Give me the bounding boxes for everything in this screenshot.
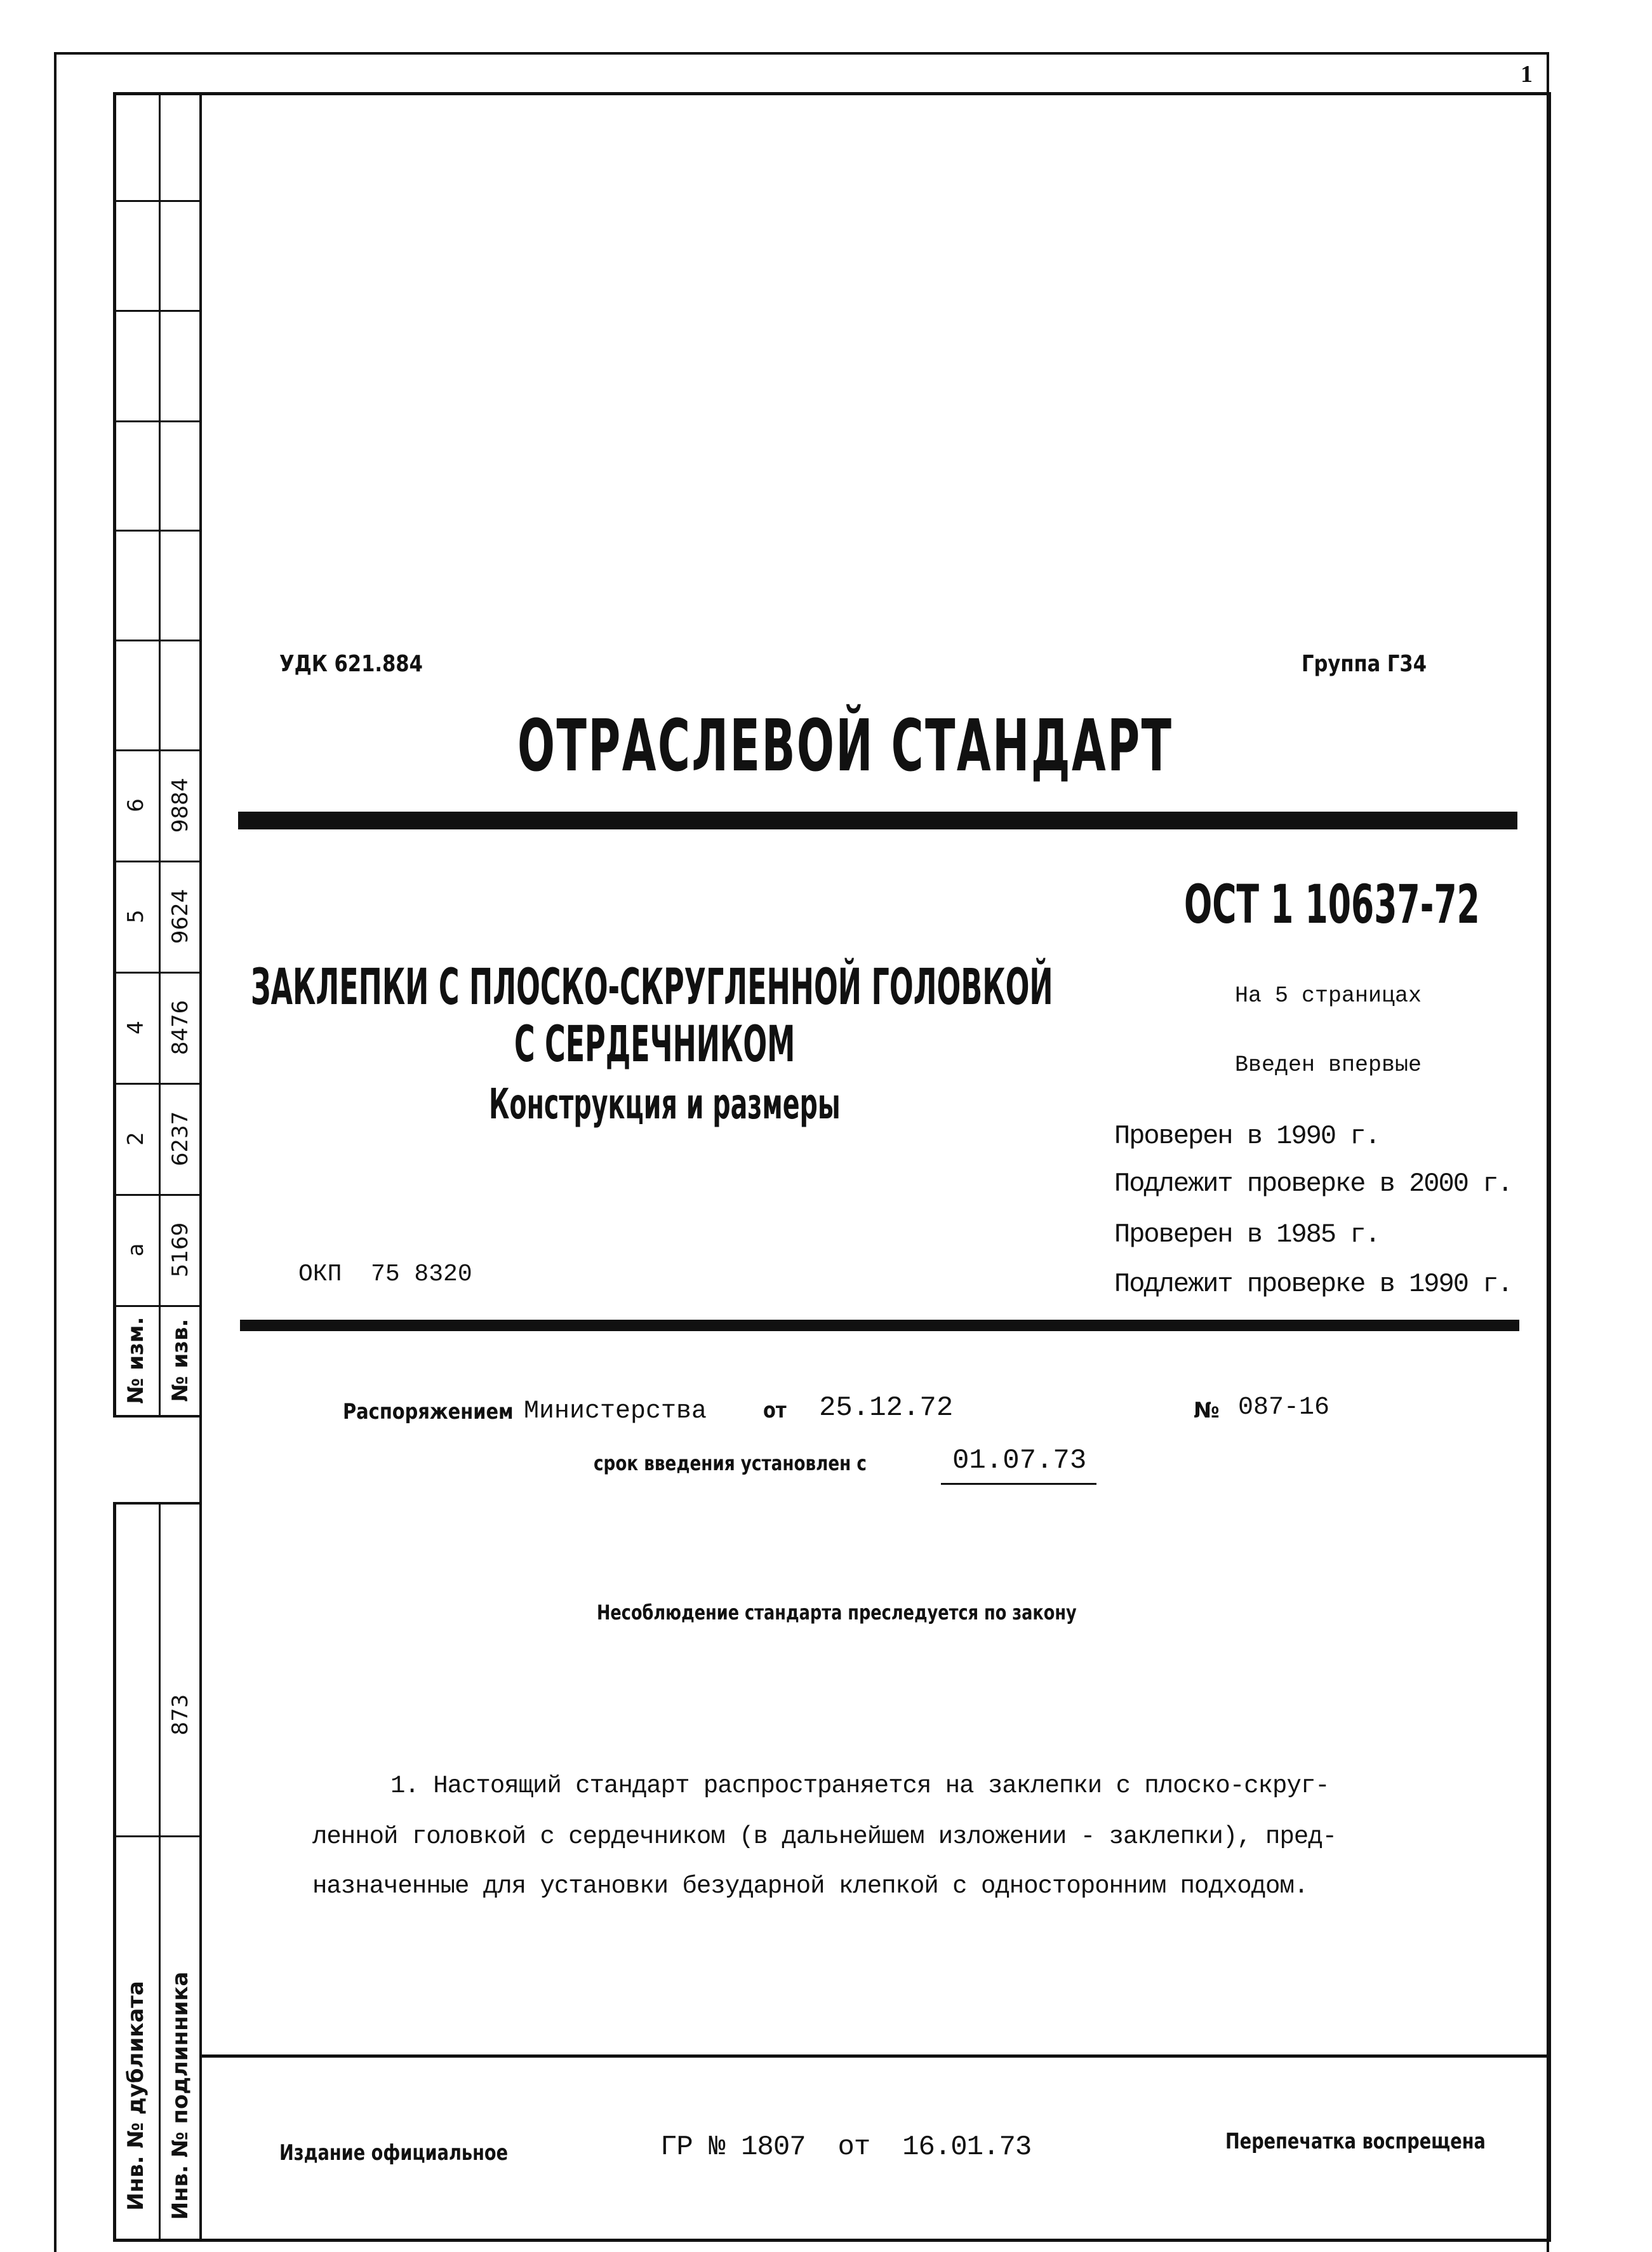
review-note: Подлежит проверке в 2000 г. (1114, 1169, 1512, 1199)
side-row-line (113, 1305, 202, 1307)
standard-code: ОСТ 1 10637-72 (1184, 873, 1480, 935)
side-lower-mid (159, 1502, 161, 2242)
side-row-line (113, 749, 202, 751)
registration-note: ГР № 1807 от 16.01.73 (660, 2131, 1032, 2163)
body-line: назначенные для установки безударной клепкой с односторонним подходом. (312, 1872, 1309, 1900)
order-date: 25.12.72 (819, 1392, 954, 1424)
change-number: 4 (123, 1021, 149, 1035)
order-ministry: Министерства (524, 1397, 707, 1426)
side-row-line (113, 310, 202, 312)
inner-frame-bottom (113, 2239, 1551, 2242)
order-prefix: Распоряжением (343, 1399, 514, 1424)
notice-number: 6237 (168, 1111, 193, 1167)
page-number: 1 (1521, 61, 1533, 88)
side-row-line (113, 861, 202, 862)
side-row-line (113, 530, 202, 532)
term-date-underline (941, 1483, 1096, 1485)
okp-code: ОКП 75 8320 (298, 1261, 472, 1288)
term-label: срок введения установлен с (594, 1451, 867, 1475)
order-date-label: от (763, 1398, 787, 1423)
side-col-mid-line (159, 92, 161, 1416)
thick-rule-top (238, 812, 1517, 829)
side-row-line (113, 1194, 202, 1196)
original-inventory-label: Инв. № подлинника (168, 1971, 193, 2220)
group-code: Группа Г34 (1302, 651, 1427, 677)
inner-frame-right (1548, 92, 1551, 2242)
side-row-line (113, 200, 202, 202)
change-number: 2 (123, 1132, 149, 1146)
side-lower-top (113, 1502, 202, 1505)
thick-rule-bottom (240, 1320, 1519, 1331)
document-title-line1: ЗАКЛЕПКИ С ПЛОСКО-СКРУГЛЕННОЙ ГОЛОВКОЙ (251, 959, 1053, 1016)
notice-number: 9884 (168, 777, 193, 833)
introduced-note: Введен впервые (1235, 1052, 1422, 1078)
change-number: 6 (123, 798, 149, 812)
review-note: Проверен в 1985 г. (1114, 1219, 1380, 1250)
footer-rule (202, 2054, 1551, 2058)
legal-notice: Несоблюдение стандарта преследуется по закону (597, 1600, 1077, 1625)
duplicate-inventory-label: Инв. № дубликата (123, 1981, 149, 2211)
side-col-right-line (199, 92, 202, 2242)
term-date: 01.07.73 (952, 1445, 1087, 1477)
body-line: 1. Настоящий стандарт распространяется на заклепки с плоско-скруг- (390, 1772, 1329, 1800)
outer-frame-top (54, 52, 1547, 55)
review-note: Подлежит проверке в 1990 г. (1114, 1269, 1512, 1299)
original-inventory-value: 873 (168, 1694, 193, 1736)
order-number-label: № (1194, 1398, 1220, 1423)
edition-note: Издание официальное (279, 2140, 509, 2166)
side-col-bottom (113, 1415, 202, 1418)
notice-number: 8476 (168, 1000, 193, 1056)
order-number: 087-16 (1238, 1393, 1330, 1422)
review-note: Проверен в 1990 г. (1114, 1121, 1380, 1151)
reprint-note: Перепечатка воспрещена (1225, 2129, 1486, 2154)
side-row-line (113, 972, 202, 974)
udk-code: УДК 621.884 (279, 651, 423, 677)
inner-frame-top (113, 92, 1551, 95)
document-subtitle: Конструкция и размеры (489, 1080, 841, 1129)
change-number: а (123, 1243, 149, 1257)
pages-note: На 5 страницах (1235, 983, 1422, 1009)
side-lower-divider (113, 1835, 202, 1837)
side-row-line (113, 640, 202, 641)
change-number: 5 (123, 909, 149, 923)
main-title: ОТРАСЛЕВОЙ СТАНДАРТ (517, 705, 1173, 788)
notice-label: № изв. (168, 1318, 193, 1402)
side-row-line (113, 1083, 202, 1085)
inner-frame-left (113, 92, 116, 1416)
notice-number: 5169 (168, 1222, 193, 1278)
notice-number: 9624 (168, 888, 193, 944)
side-row-line (113, 420, 202, 422)
body-line: ленной головкой с сердечником (в дальнейшем изложении - заклепки), пред- (312, 1823, 1337, 1851)
document-title-line2: С СЕРДЕЧНИКОМ (514, 1016, 796, 1073)
outer-frame-left (54, 52, 57, 2252)
inner-frame-left-lower (113, 1502, 116, 2242)
change-label: № изм. (123, 1317, 149, 1404)
